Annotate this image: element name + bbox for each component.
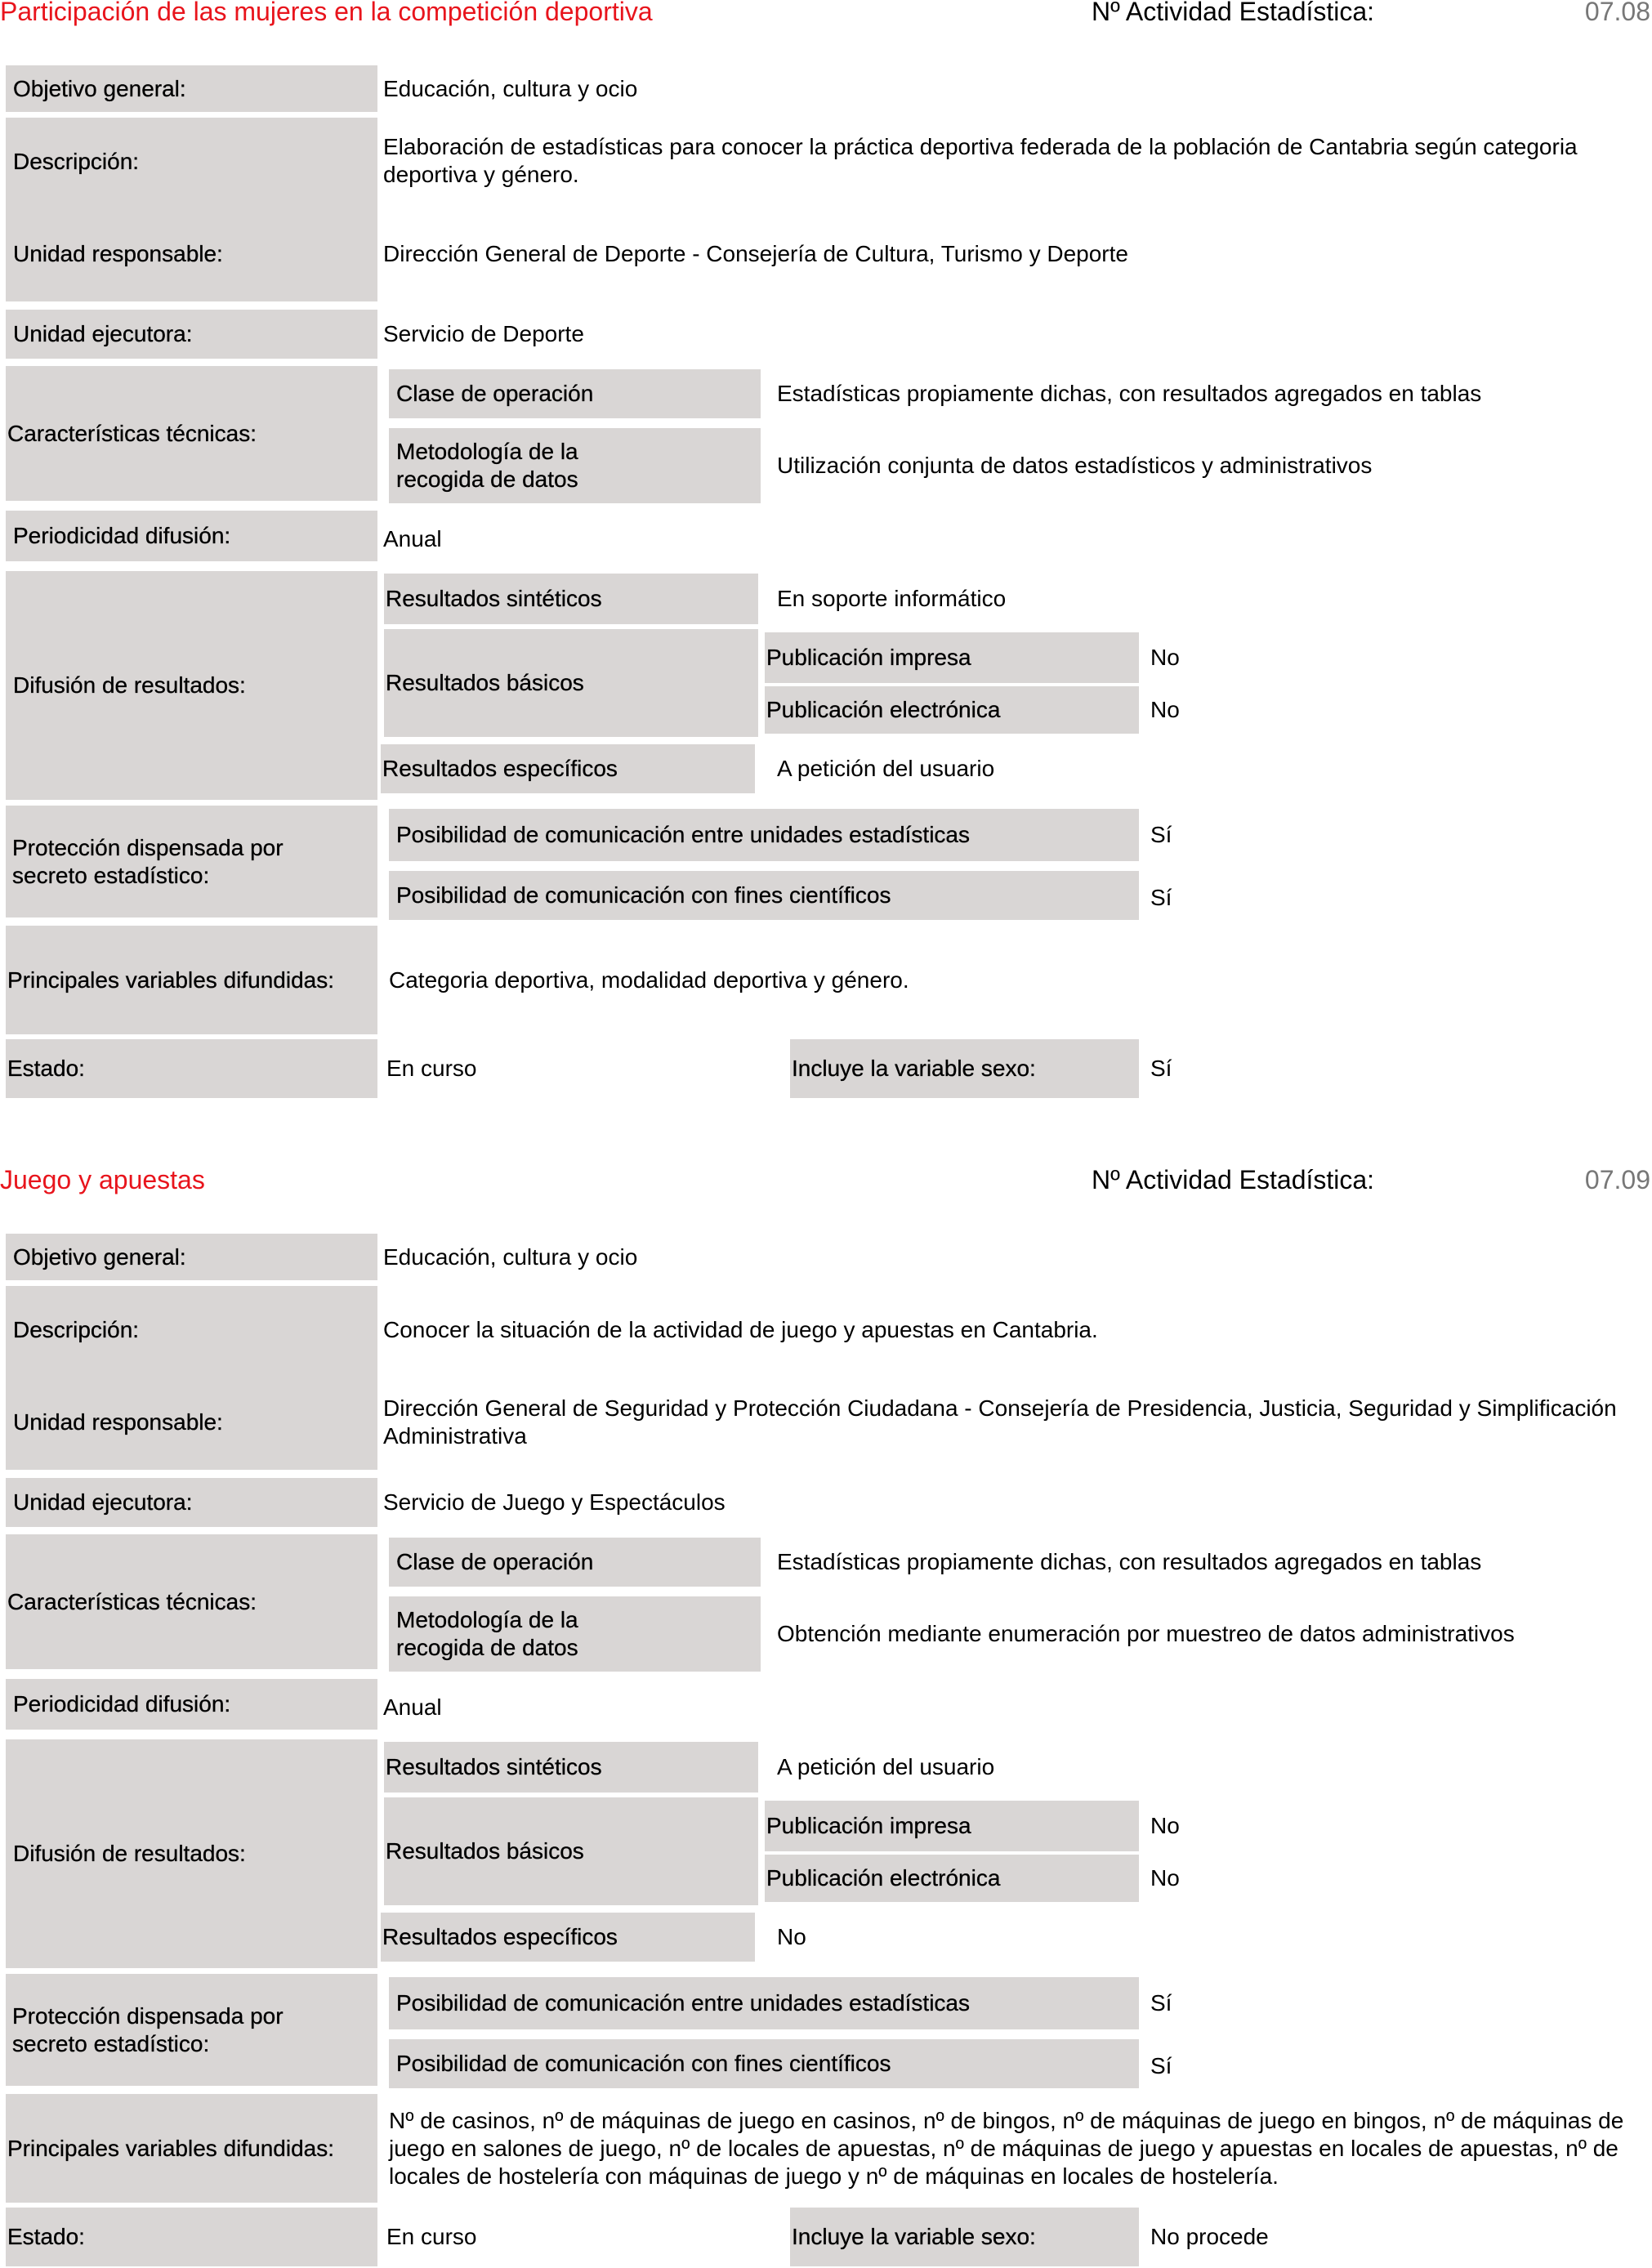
sexo-label: Incluye la variable sexo: — [790, 2208, 1139, 2266]
sinteticos-value: A petición del usuario — [777, 1754, 995, 1779]
impresa-value: No — [1150, 1813, 1180, 1838]
periodicidad-label: Periodicidad difusión: — [6, 511, 377, 561]
objetivo-label: Objetivo general: — [6, 65, 377, 112]
activity-title: Participación de las mujeres en la competición deportiva — [0, 0, 653, 26]
responsable-label: Unidad responsable: — [6, 1374, 377, 1470]
difusion-label: Difusión de resultados: — [6, 571, 377, 800]
estado-label: Estado: — [6, 1039, 377, 1098]
activity-number-label: Nº Actividad Estadística: — [1092, 0, 1375, 26]
electronica-label: Publicación electrónica — [765, 1855, 1139, 1902]
proteccion-label: Protección dispensada por secreto estadístico: — [6, 806, 377, 917]
periodicidad-label: Periodicidad difusión: — [6, 1679, 377, 1730]
clase-value: Estadísticas propiamente dichas, con resultados agregados en tablas — [777, 381, 1482, 406]
descripcion-value: Conocer la situación de la actividad de juego y apuestas en Cantabria. — [383, 1317, 1098, 1342]
sinteticos-label: Resultados sintéticos — [384, 574, 758, 624]
electronica-value: No — [1150, 1865, 1180, 1891]
objetivo-label: Objetivo general: — [6, 1234, 377, 1280]
objetivo-value: Educación, cultura y ocio — [383, 1243, 638, 1270]
objetivo-value: Educación, cultura y ocio — [383, 75, 638, 101]
ejecutora-label: Unidad ejecutora: — [6, 1478, 377, 1527]
clase-label: Clase de operación — [389, 369, 761, 418]
especificos-label: Resultados específicos — [381, 744, 755, 793]
activity-number: 07.09 — [1584, 1165, 1650, 1194]
basicos-label: Resultados básicos — [384, 629, 758, 737]
impresa-label: Publicación impresa — [765, 1801, 1139, 1851]
com-cientificos-label: Posibilidad de comunicación con fines científicos — [389, 871, 1139, 920]
com-unidades-value: Sí — [1150, 822, 1172, 847]
clase-label: Clase de operación — [389, 1538, 761, 1587]
sexo-value: No procede — [1150, 2224, 1269, 2249]
com-cientificos-value: Sí — [1150, 2053, 1172, 2078]
estado-value: En curso — [386, 1056, 477, 1081]
sexo-value: Sí — [1150, 1056, 1172, 1081]
basicos-label: Resultados básicos — [384, 1797, 758, 1905]
com-cientificos-value: Sí — [1150, 885, 1172, 910]
responsable-value: Dirección General de Seguridad y Protección Ciudadana - Consejería de Presidencia, Justicia, Seguridad y Simplificación Administrativa — [383, 1395, 1617, 1449]
periodicidad-value: Anual — [383, 526, 442, 551]
metodologia-value: Obtención mediante enumeración por muestreo de datos administrativos — [777, 1621, 1515, 1646]
com-unidades-value: Sí — [1150, 1990, 1172, 2016]
ejecutora-value: Servicio de Deporte — [383, 321, 584, 346]
especificos-value: No — [777, 1924, 806, 1949]
descripcion-label: Descripción: — [6, 118, 377, 206]
com-unidades-label: Posibilidad de comunicación entre unidades estadísticas — [389, 1977, 1139, 2029]
variables-value: Nº de casinos, nº de máquinas de juego en casinos, nº de bingos, nº de máquinas de juego en bingos, nº de máquinas de juego en salones de juego, nº de locales de apuestas, nº de máquinas de juego y apuestas en locales de apuestas, nº de locales de hostelería con máquinas de juego y nº de máquinas en locales de hostelería. — [389, 2108, 1624, 2189]
activity-number: 07.08 — [1584, 0, 1650, 26]
activity-title: Juego y apuestas — [0, 1165, 205, 1194]
impresa-value: No — [1150, 645, 1180, 670]
descripcion-value: Elaboración de estadísticas para conocer la práctica deportiva federada de la población de Cantabria según categoria deportiva y género. — [383, 134, 1578, 187]
metodologia-label: Metodología de la recogida de datos — [389, 428, 761, 503]
estado-label: Estado: — [6, 2208, 377, 2266]
electronica-label: Publicación electrónica — [765, 686, 1139, 734]
responsable-value: Dirección General de Deporte - Consejería de Cultura, Turismo y Deporte — [383, 241, 1128, 266]
ejecutora-label: Unidad ejecutora: — [6, 310, 377, 359]
activity-number-label: Nº Actividad Estadística: — [1092, 1165, 1375, 1194]
responsable-label: Unidad responsable: — [6, 206, 377, 301]
variables-value: Categoria deportiva, modalidad deportiva y género. — [389, 967, 909, 993]
sinteticos-value: En soporte informático — [777, 586, 1007, 611]
sinteticos-label: Resultados sintéticos — [384, 1742, 758, 1793]
ejecutora-value: Servicio de Juego y Espectáculos — [383, 1489, 726, 1515]
difusion-label: Difusión de resultados: — [6, 1739, 377, 1968]
clase-value: Estadísticas propiamente dichas, con resultados agregados en tablas — [777, 1549, 1482, 1574]
variables-label: Principales variables difundidas: — [6, 926, 377, 1034]
especificos-label: Resultados específicos — [381, 1913, 755, 1962]
com-unidades-label: Posibilidad de comunicación entre unidades estadísticas — [389, 809, 1139, 861]
metodologia-label: Metodología de la recogida de datos — [389, 1596, 761, 1672]
electronica-value: No — [1150, 697, 1180, 722]
especificos-value: A petición del usuario — [777, 756, 995, 781]
com-cientificos-label: Posibilidad de comunicación con fines científicos — [389, 2039, 1139, 2088]
variables-label: Principales variables difundidas: — [6, 2094, 377, 2203]
metodologia-value: Utilización conjunta de datos estadísticos y administrativos — [777, 453, 1373, 478]
periodicidad-value: Anual — [383, 1694, 442, 1720]
proteccion-label: Protección dispensada por secreto estadístico: — [6, 1974, 377, 2086]
sexo-label: Incluye la variable sexo: — [790, 1039, 1139, 1098]
caracteristicas-label: Características técnicas: — [6, 1534, 377, 1669]
descripcion-label: Descripción: — [6, 1286, 377, 1374]
caracteristicas-label: Características técnicas: — [6, 366, 377, 501]
estado-value: En curso — [386, 2224, 477, 2249]
impresa-label: Publicación impresa — [765, 632, 1139, 683]
